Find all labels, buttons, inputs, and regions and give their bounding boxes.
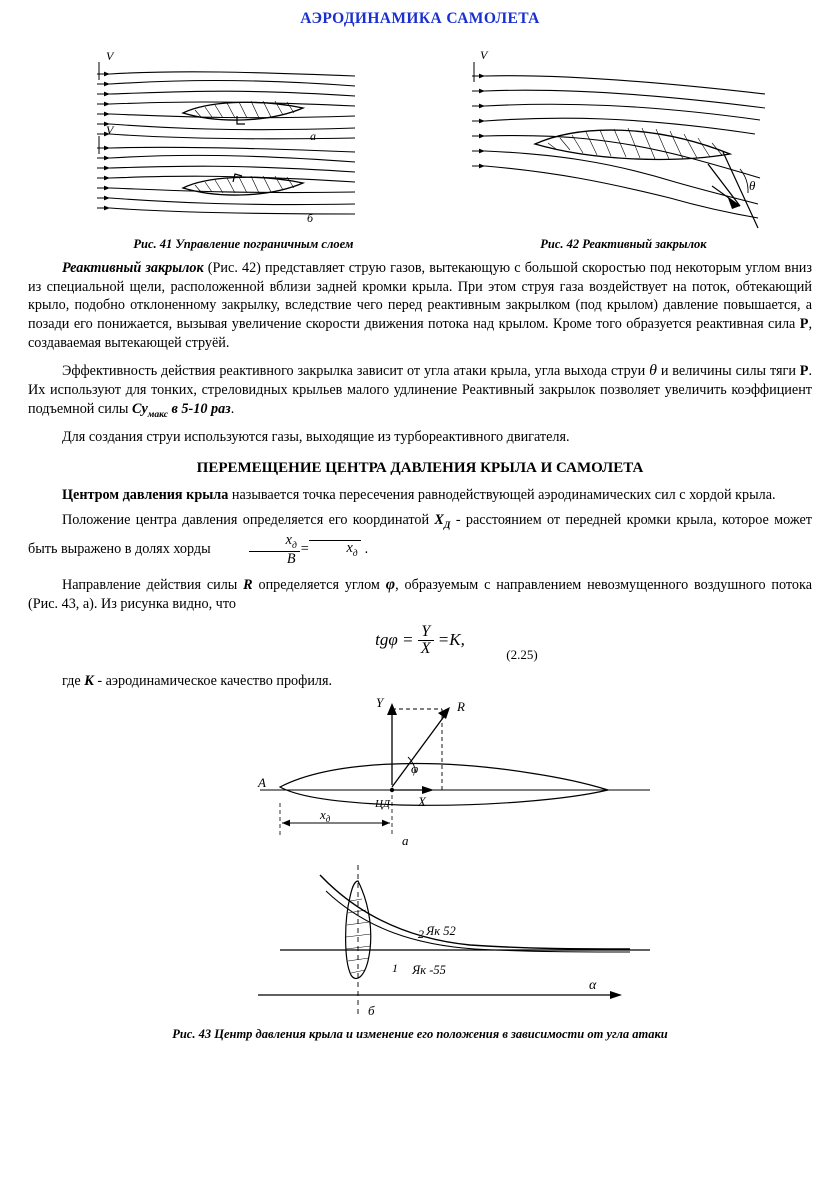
- fig43-label-alpha: α: [589, 977, 597, 993]
- p5-x-sub: Д: [443, 520, 451, 532]
- page-title: АЭРОДИНАМИКА САМОЛЕТА: [300, 10, 540, 27]
- document-page: [0, 10, 840, 1195]
- fig43-label-curve1: 1: [392, 960, 398, 975]
- p6-a: Направление действия силы: [62, 576, 244, 593]
- p5-x: Х: [434, 512, 444, 529]
- p1-body: (Рис. 42) представляет струю газов, вытекающую с большой скоростью под некоторым углом вниз из специальной щели, расположенной вблизи задней кромки крыла. При этом струя газа воздействует на поток, обтекающий крыло, подобно отклоненному закрылку, вследствие чего перед реактивным закрылком (под крылом) давление повышается, а позади его понижается, вызывая увеличение скорости движения потока над крылом. Кроме того образуется реактивная сила: [28, 260, 812, 333]
- p2-a: Эффективность действия реактивного закрылка зависит от угла атаки крыла, угла выхода струи: [62, 362, 650, 379]
- fig41-label-a: а: [310, 129, 316, 143]
- paragraph-4: [28, 486, 812, 505]
- p1-end: , создаваемая вытекающей струёй.: [28, 316, 812, 351]
- fig43-label-r: R: [457, 698, 465, 714]
- p5-b: - расстоянием от передней кромки крыла, которое может быть выражено в долях хорды: [28, 512, 813, 558]
- frac-num-sub: д: [291, 539, 297, 551]
- figure-43-area: [0, 695, 840, 1025]
- formula-denominator: X: [420, 640, 431, 658]
- fraction-xd-b: [215, 533, 361, 567]
- p1-force: Р: [799, 316, 809, 333]
- section-heading: ПЕРЕМЕЩЕНИЕ ЦЕНТРА ДАВЛЕНИЯ КРЫЛА И САМОЛЕТА: [196, 459, 644, 476]
- fig41-label-v-bottom: V: [106, 123, 114, 137]
- fig43-label-series2: Як 52: [426, 923, 456, 938]
- p7-a: где: [62, 673, 85, 690]
- p5-end: .: [364, 541, 369, 558]
- formula-equals-2: =: [437, 629, 450, 649]
- p7-k: К: [84, 673, 94, 690]
- p2-theta: θ: [649, 361, 657, 379]
- formula-equals-1: =: [402, 629, 414, 649]
- top-figures-area: [0, 36, 840, 231]
- fig43-label-part-b: б: [368, 1002, 375, 1018]
- frac-den: В: [286, 550, 296, 567]
- p4-lead: Центром давления крыла: [62, 486, 229, 503]
- p2-cy: Су: [131, 400, 148, 417]
- p2-c: . Их используют для тонких, стреловидных крыльев малого удлинение Реактивный закрылок позволяет увеличить коэффициент подъемной силы: [28, 362, 812, 417]
- figure-41-drawing: [55, 36, 415, 231]
- figure-42-caption: Рис. 42 Реактивный закрылок: [540, 237, 707, 251]
- paragraph-7: [28, 672, 812, 691]
- p2-d: .: [230, 400, 235, 417]
- formula-numerator: Y: [418, 624, 434, 642]
- p6-phi: φ: [385, 575, 396, 593]
- paragraph-6: [28, 574, 812, 614]
- p2-p: Р: [799, 362, 809, 379]
- fig43-label-a-point: A: [258, 774, 266, 790]
- fig43-label-xd: $x_д$: [320, 806, 331, 824]
- body-text: [0, 259, 840, 691]
- fig43-label-x: X: [418, 793, 426, 809]
- frac-equals: =: [299, 541, 310, 558]
- p7-b: - аэродинамическое качество профиля.: [93, 673, 333, 690]
- fig43-label-curve2-num: 2: [418, 926, 424, 941]
- p4-body: называется точка пересечения равнодействующей аэродинамических сил с хордой крыла.: [228, 486, 776, 503]
- paragraph-2: [28, 360, 812, 421]
- p5-a: Положение центра давления определяется его координатой: [62, 512, 435, 529]
- paragraph-1: [28, 259, 812, 353]
- p6-c: , образуемым с направлением невозмущенного воздушного потока (Рис. 43, а). Из рисунка видно, что: [28, 576, 813, 612]
- fig42-label-v: V: [480, 48, 488, 62]
- formula-2-25: [28, 622, 812, 662]
- fig43-label-series1: Як -55: [412, 962, 446, 977]
- fig41-label-v-top: V: [106, 49, 114, 63]
- formula-number: (2.25): [506, 646, 538, 662]
- formula-k: K: [449, 629, 461, 649]
- p6-r: R: [243, 576, 253, 593]
- figure-43-drawing: [130, 695, 730, 1025]
- p2-cy-sub: макс: [147, 408, 168, 420]
- paragraph-5: [28, 511, 812, 566]
- formula-tg: tg: [375, 629, 389, 649]
- formula-comma: ,: [460, 629, 465, 649]
- fig43-label-part-a: а: [402, 832, 409, 848]
- frac-rhs: х: [346, 540, 353, 557]
- figure-41-caption: Рис. 41 Управление пограничным слоем: [133, 237, 354, 251]
- p2-b: и величины силы тяги: [656, 362, 800, 379]
- frac-rhs-sub: д: [352, 548, 358, 560]
- paragraph-3: Для создания струи используются газы, выходящие из турбореактивного двигателя.: [62, 429, 570, 446]
- figure-43-caption: Рис. 43 Центр давления крыла и изменение его положения в зависимости от угла атаки: [172, 1026, 668, 1041]
- fig43-label-cd: ЦД: [375, 797, 390, 810]
- formula-phi: φ: [388, 629, 398, 649]
- figure-42-drawing: [440, 46, 780, 241]
- frac-num: х: [285, 531, 292, 548]
- p6-b: определяется углом: [252, 576, 386, 593]
- p2-times: в 5-10 раз: [167, 400, 231, 417]
- fig42-label-theta: θ: [749, 178, 756, 193]
- fig41-label-b: б: [307, 211, 314, 225]
- fig43-label-y: Y: [376, 694, 384, 710]
- p1-lead: Реактивный закрылок: [62, 260, 204, 276]
- fig43-label-phi: φ: [411, 760, 419, 776]
